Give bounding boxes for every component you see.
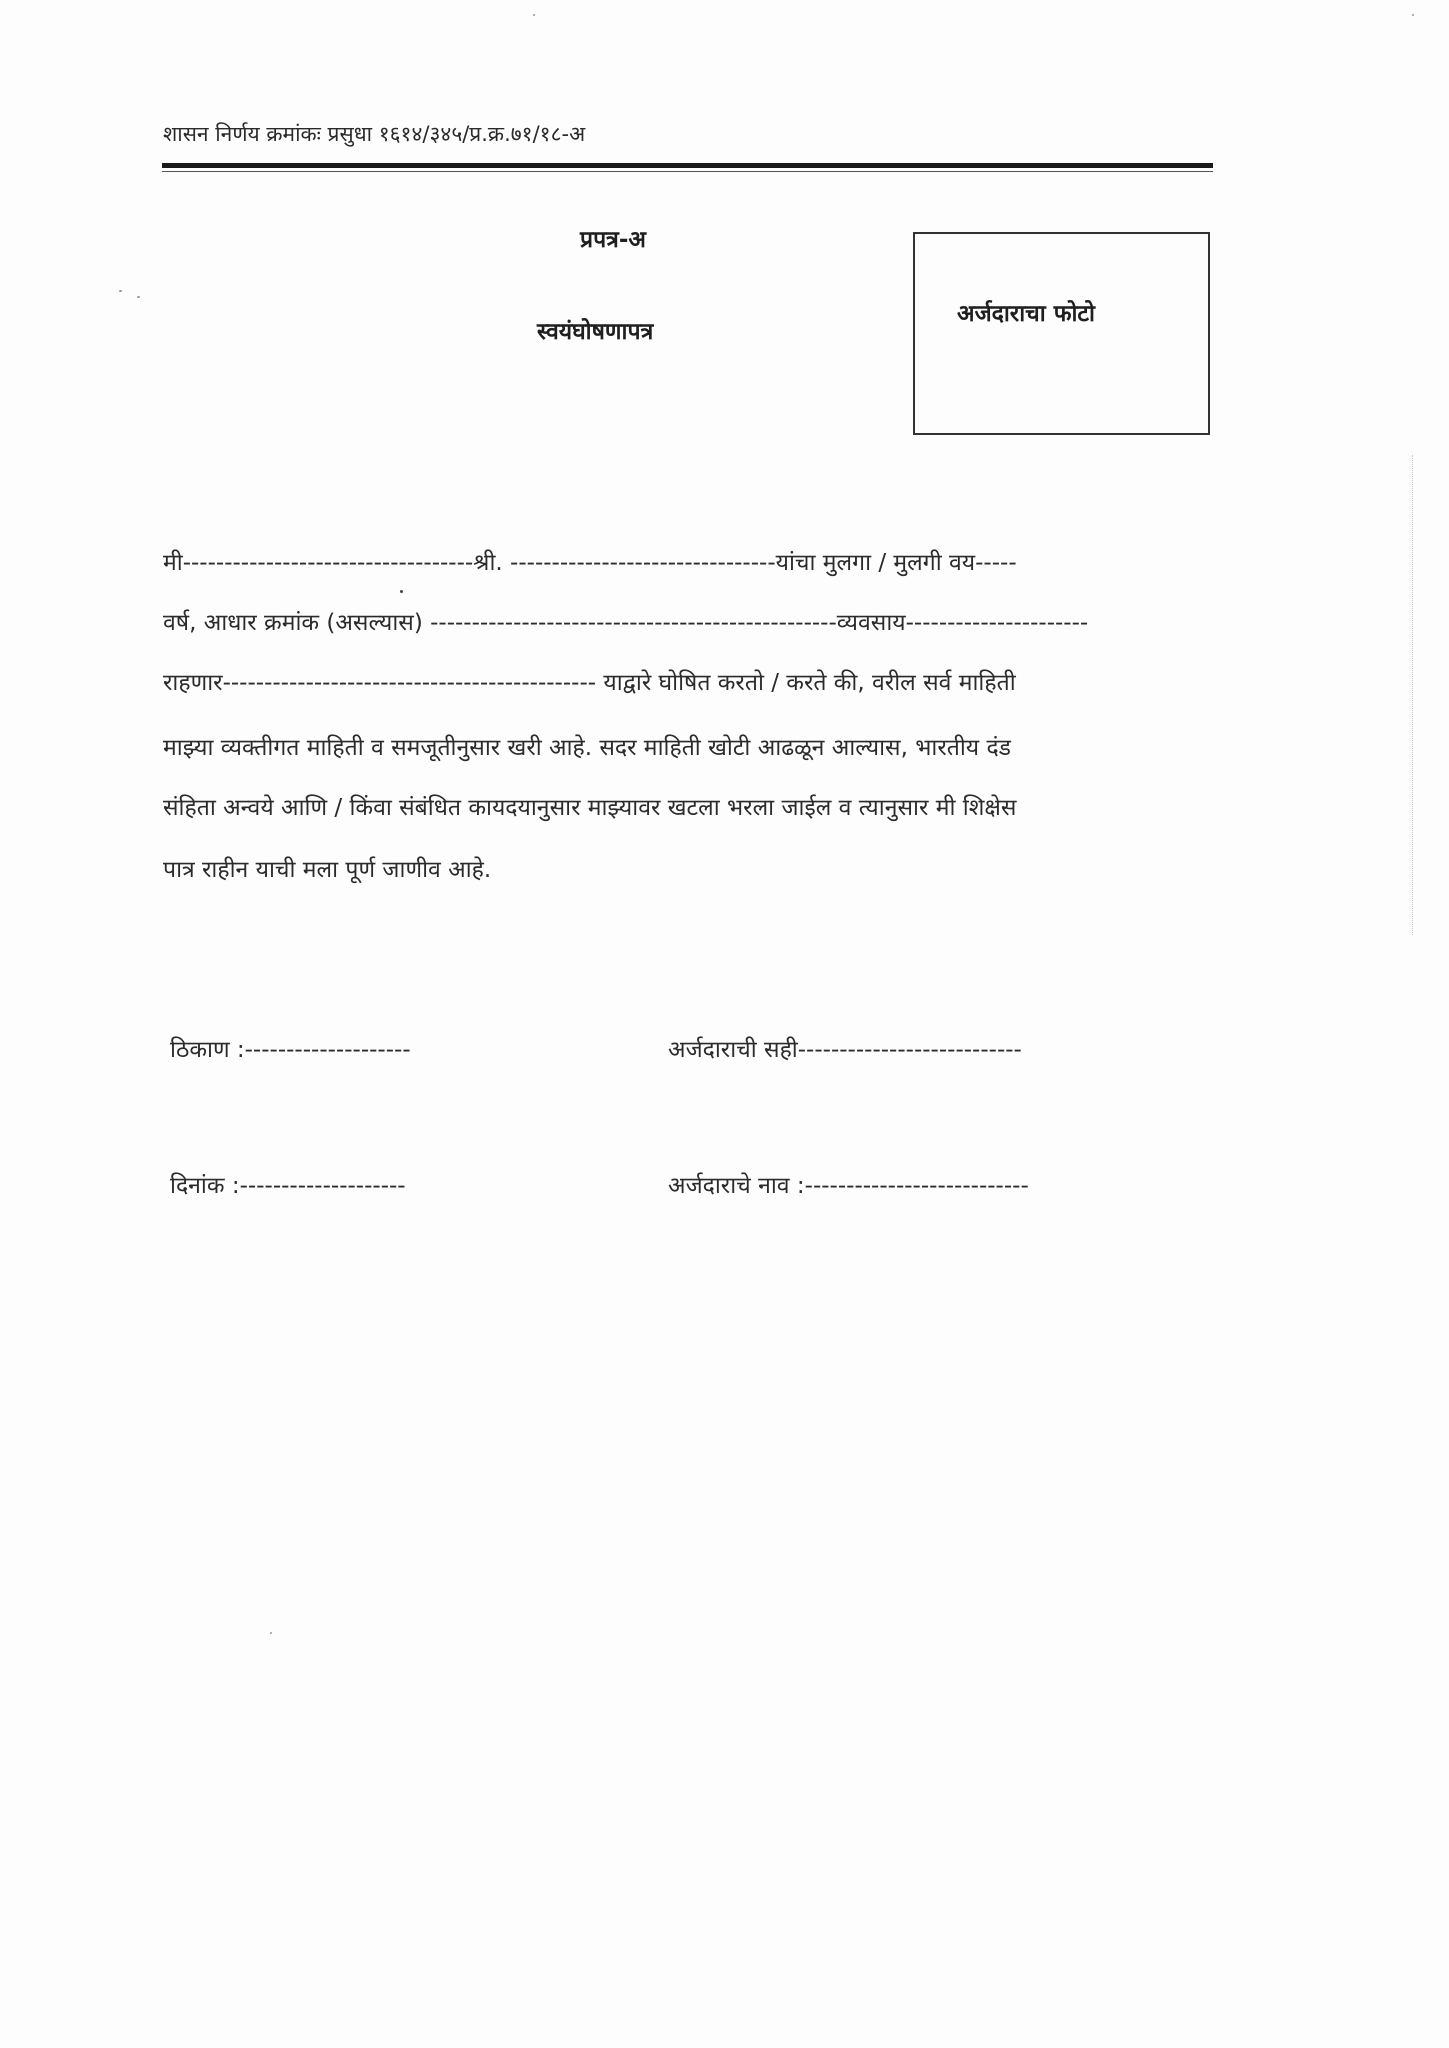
applicant-photo-box bbox=[913, 232, 1210, 435]
government-resolution-reference: शासन निर्णय क्रमांकः प्रसुधा १६१४/३४५/प्र.क्र.७१/१८-अ bbox=[163, 122, 586, 146]
scan-speck bbox=[119, 290, 122, 292]
applicant-name-field: अर्जदाराचे नाव :--------------------------- bbox=[668, 1173, 1029, 1199]
scan-speck bbox=[533, 14, 535, 16]
scan-speck bbox=[137, 296, 140, 298]
applicant-signature-field: अर्जदाराची सही--------------------------- bbox=[668, 1037, 1022, 1063]
scan-speck bbox=[400, 590, 403, 593]
applicant-photo-label: अर्जदाराचा फोटो bbox=[957, 301, 1095, 327]
declaration-line-2: वर्ष, आधार क्रमांक (असल्यास) -------------------------------------------------व्यवसाय---------------------- bbox=[163, 610, 1089, 636]
declaration-line-4: माझ्या व्यक्तीगत माहिती व समजूतीनुसार खरी आहे. सदर माहिती खोटी आढळून आल्यास, भारतीय दंड bbox=[163, 735, 1011, 761]
declaration-line-3: राहणार--------------------------------------------- याद्वारे घोषित करतो / करते की, वरील सर्व माहिती bbox=[163, 670, 1016, 696]
declaration-line-6: पात्र राहीन याची मला पूर्ण जाणीव आहे. bbox=[163, 857, 492, 883]
form-title: स्वयंघोषणापत्र bbox=[537, 319, 654, 345]
header-divider-thin bbox=[162, 171, 1213, 172]
place-field: ठिकाण :-------------------- bbox=[170, 1037, 411, 1063]
header-divider-thick bbox=[162, 163, 1213, 168]
form-label: प्रपत्र-अ bbox=[580, 227, 646, 253]
scan-speck bbox=[270, 1632, 272, 1634]
scan-edge-mark bbox=[1412, 455, 1414, 935]
scan-speck bbox=[1412, 14, 1414, 16]
declaration-line-5: संहिता अन्वये आणि / किंवा संबंधित कायदयानुसार माझ्यावर खटला भरला जाईल व त्यानुसार मी शिक्षेस bbox=[163, 795, 1017, 821]
declaration-line-1: मी-----------------------------------श्री. --------------------------------यांचा मुलगा / मुलगी वय----- bbox=[163, 550, 1017, 576]
date-field: दिनांक :-------------------- bbox=[170, 1173, 406, 1199]
